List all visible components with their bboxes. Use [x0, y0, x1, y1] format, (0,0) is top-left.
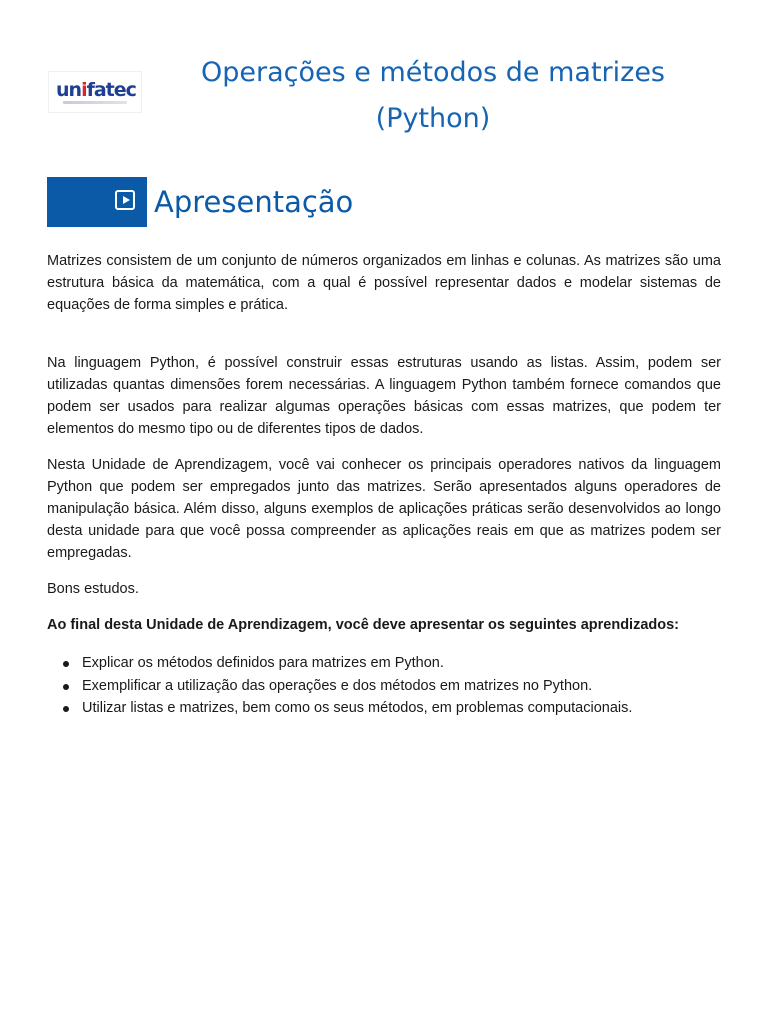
paragraph: Na linguagem Python, é possível construir essas estruturas usando as listas. Assim, podem ser utilizadas quantas dimensões forem necessárias. A linguagem Python também fornece comandos que podem ser usados para realizar algumas operações básicas com essas matrizes, que podem ter elementos do mesmo tipo ou de diferentes tipos de dados.: [47, 355, 721, 437]
paragraph: Bons estudos.: [47, 581, 139, 597]
play-square-icon: [115, 190, 135, 210]
logo-wordmark: unifatec: [56, 79, 136, 101]
section-header-bar: [47, 177, 147, 227]
paragraph: Nesta Unidade de Aprendizagem, você vai conhecer os principais operadores nativos da linguagem Python que podem ser empregados junto das matrizes. Serão apresentados alguns operadores de manipulação básica. Além disso, alguns exemplos de aplicações práticas serão desenvolvidos ao longo desta unidade para que você possa compreender as aplicações reais em que as matrizes podem ser empregadas.: [47, 457, 721, 561]
objectives-list: [47, 652, 721, 720]
section-content: [47, 250, 721, 720]
logo-tagline-mark: [63, 101, 127, 104]
section-title: Apresentação: [154, 185, 354, 219]
list-item: Exemplificar a utilização das operações e dos métodos em matrizes no Python.: [47, 675, 721, 698]
objectives-heading: Ao final desta Unidade de Aprendizagem, você deve apresentar os seguintes aprendizados:: [47, 617, 679, 633]
list-item: Explicar os métodos definidos para matrizes em Python.: [47, 652, 721, 675]
list-item: Utilizar listas e matrizes, bem como os seus métodos, em problemas computacionais.: [47, 697, 721, 720]
unifatec-logo: [49, 72, 141, 112]
paragraph: Matrizes consistem de um conjunto de números organizados em linhas e colunas. As matrizes são uma estrutura básica da matemática, com a qual é possível representar dados e modelar sistemas de equações de forma simples e prática.: [47, 253, 721, 313]
document-title: Operações e métodos de matrizes (Python): [200, 57, 665, 134]
